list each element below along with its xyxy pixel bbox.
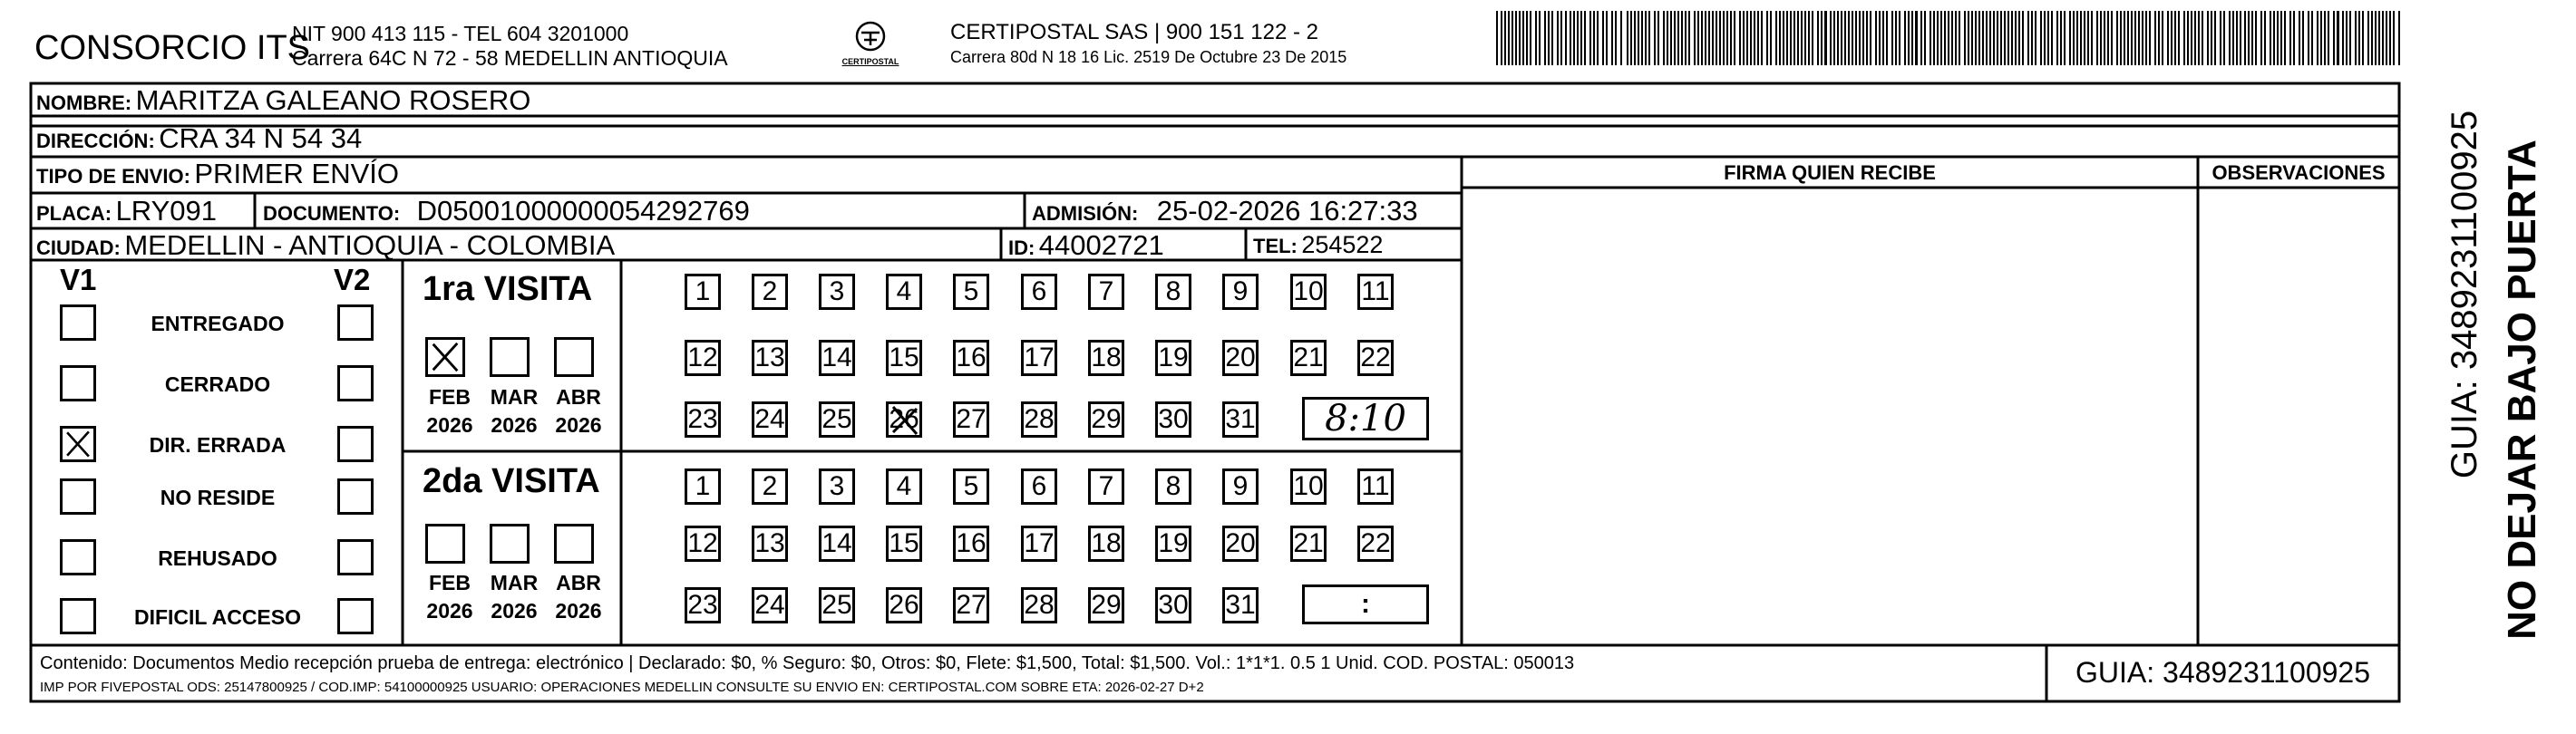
- day-box[interactable]: 5: [953, 274, 989, 310]
- day-box[interactable]: 2: [752, 468, 788, 505]
- day-box[interactable]: 17: [1021, 526, 1057, 562]
- day-box[interactable]: 12: [685, 340, 721, 376]
- month-checkbox[interactable]: [425, 524, 465, 564]
- id-row: [1008, 231, 1164, 259]
- signature-field[interactable]: [1465, 190, 2194, 642]
- v2-checkbox[interactable]: [337, 365, 374, 401]
- v1-checkbox[interactable]: [60, 478, 96, 515]
- day-box[interactable]: 24: [752, 587, 788, 623]
- company-nit: NIT 900 413 115 - TEL 604 3201000: [292, 22, 629, 45]
- month-year: 2026: [491, 413, 538, 437]
- month-name: ABR: [556, 385, 601, 409]
- id-value: 44002721: [1038, 229, 1164, 261]
- first-visit-time-box[interactable]: [1302, 397, 1429, 440]
- status-option-label: DIR. ERRADA: [149, 433, 287, 457]
- day-box[interactable]: 20: [1222, 526, 1259, 562]
- day-box[interactable]: 18: [1088, 340, 1124, 376]
- day-box[interactable]: 4: [886, 274, 922, 310]
- tel-row: [1253, 233, 1383, 257]
- v2-checkbox[interactable]: [337, 598, 374, 634]
- admision-row: [1032, 197, 1418, 225]
- nombre-row: [36, 86, 530, 114]
- status-option-label: NO RESIDE: [160, 486, 276, 509]
- no-dejar-notice: NO DEJAR BAJO PUERTA: [2500, 140, 2544, 640]
- ciudad-label: CIUDAD:: [36, 237, 121, 259]
- day-box[interactable]: 31: [1222, 401, 1259, 438]
- day-box[interactable]: 16: [953, 526, 989, 562]
- day-box[interactable]: 3: [819, 468, 855, 505]
- month-name: FEB: [429, 385, 471, 409]
- documento-row: [263, 197, 750, 225]
- day-box[interactable]: 9: [1222, 274, 1259, 310]
- second-visit-time: :: [1361, 589, 1370, 619]
- day-box[interactable]: 6: [1021, 468, 1057, 505]
- day-box[interactable]: 15: [886, 526, 922, 562]
- ciudad-row: [36, 231, 615, 259]
- direccion-label: DIRECCIÓN:: [36, 130, 155, 152]
- v1-checkbox[interactable]: [60, 539, 96, 575]
- month-year: 2026: [555, 413, 602, 437]
- month-year: 2026: [426, 413, 473, 437]
- second-visit-label: 2da VISITA: [423, 462, 600, 500]
- direccion-value: CRA 34 N 54 34: [159, 122, 363, 154]
- month-checkbox[interactable]: [425, 337, 465, 377]
- company-name: CONSORCIO ITS: [34, 29, 311, 67]
- day-box[interactable]: 28: [1021, 587, 1057, 623]
- day-box[interactable]: 5: [953, 468, 989, 505]
- day-box[interactable]: 8: [1155, 468, 1191, 505]
- v2-label: V2: [334, 263, 371, 296]
- month-year: 2026: [491, 599, 538, 623]
- day-box[interactable]: 11: [1357, 468, 1394, 505]
- day-box[interactable]: 1: [685, 274, 721, 310]
- day-box[interactable]: 14: [819, 340, 855, 376]
- day-box[interactable]: 19: [1155, 526, 1191, 562]
- status-option-label: CERRADO: [164, 372, 271, 396]
- carrier-address: Carrera 80d N 18 16 Lic. 2519 De Octubre 23 De 2015: [950, 48, 1347, 66]
- v2-checkbox[interactable]: [337, 478, 374, 515]
- day-box[interactable]: 25: [819, 587, 855, 623]
- v2-checkbox[interactable]: [337, 426, 374, 462]
- v1-checkbox[interactable]: [60, 304, 96, 341]
- day-box[interactable]: 26: [886, 587, 922, 623]
- day-box[interactable]: 6: [1021, 274, 1057, 310]
- day-box[interactable]: 7: [1088, 468, 1124, 505]
- day-box[interactable]: 4: [886, 468, 922, 505]
- direccion-row: [36, 124, 362, 152]
- status-option-label: DIFICIL ACCESO: [133, 605, 301, 629]
- day-box[interactable]: 22: [1357, 526, 1394, 562]
- day-box[interactable]: 21: [1290, 526, 1327, 562]
- tel-label: TEL:: [1253, 235, 1298, 257]
- id-label: ID:: [1008, 237, 1035, 259]
- day-box[interactable]: 17: [1021, 340, 1057, 376]
- placa-label: PLACA:: [36, 202, 112, 225]
- month-name: FEB: [429, 571, 471, 594]
- placa-row: [36, 197, 217, 225]
- company-address: Carrera 64C N 72 - 58 MEDELLIN ANTIOQUIA: [292, 46, 728, 70]
- day-box[interactable]: 21: [1290, 340, 1327, 376]
- day-box[interactable]: 10: [1290, 468, 1327, 505]
- day-box[interactable]: 9: [1222, 468, 1259, 505]
- month-checkbox[interactable]: [554, 524, 594, 564]
- footer-imp: IMP POR FIVEPOSTAL ODS: 25147800925 / COD.IMP: 54100000925 USUARIO: OPERACIONES MEDELLIN CONSULTE SU ENVIO EN: CERTIPOSTAL.COM SOBRE ETA: 2026-02-27 D+2: [40, 680, 1204, 695]
- day-box[interactable]: 24: [752, 401, 788, 438]
- day-box[interactable]: 14: [819, 526, 855, 562]
- day-box[interactable]: 16: [953, 340, 989, 376]
- status-option-label: REHUSADO: [158, 546, 277, 570]
- day-box[interactable]: 23: [685, 587, 721, 623]
- v1-label: V1: [60, 263, 97, 296]
- month-name: MAR: [490, 385, 539, 409]
- day-box[interactable]: 2: [752, 274, 788, 310]
- day-box[interactable]: 1: [685, 468, 721, 505]
- tipo-label: TIPO DE ENVIO:: [36, 165, 190, 188]
- v1-checkbox[interactable]: [60, 598, 96, 634]
- day-box[interactable]: 20: [1222, 340, 1259, 376]
- day-box[interactable]: 13: [752, 526, 788, 562]
- second-visit-time-box[interactable]: [1302, 584, 1429, 624]
- v2-checkbox[interactable]: [337, 304, 374, 341]
- month-checkbox[interactable]: [490, 337, 530, 377]
- day-box[interactable]: 27: [953, 587, 989, 623]
- placa-value: LRY091: [115, 195, 218, 227]
- documento-value: D05001000000054292769: [416, 195, 750, 227]
- day-box[interactable]: 18: [1088, 526, 1124, 562]
- observaciones-label: OBSERVACIONES: [2211, 161, 2386, 184]
- nombre-label: NOMBRE:: [36, 92, 132, 114]
- nombre-value: MARITZA GALEANO ROSERO: [135, 84, 531, 116]
- day-box[interactable]: 12: [685, 526, 721, 562]
- day-box[interactable]: 29: [1088, 401, 1124, 438]
- month-year: 2026: [426, 599, 473, 623]
- day-box[interactable]: 30: [1155, 587, 1191, 623]
- status-option-label: ENTREGADO: [151, 312, 285, 335]
- month-checkbox[interactable]: [554, 337, 594, 377]
- v2-checkbox[interactable]: [337, 539, 374, 575]
- day-box[interactable]: 26: [886, 401, 922, 438]
- day-box[interactable]: 19: [1155, 340, 1191, 376]
- day-box[interactable]: 25: [819, 401, 855, 438]
- v1-checkbox[interactable]: [60, 426, 96, 462]
- day-box[interactable]: 27: [953, 401, 989, 438]
- day-box[interactable]: 8: [1155, 274, 1191, 310]
- admision-label: ADMISIÓN:: [1032, 202, 1139, 225]
- documento-label: DOCUMENTO:: [263, 202, 401, 225]
- day-box[interactable]: 23: [685, 401, 721, 438]
- day-box[interactable]: 29: [1088, 587, 1124, 623]
- tel-value: 254522: [1301, 231, 1384, 258]
- first-visit-time: 8:10: [1325, 398, 1406, 439]
- guia-vertical: GUIA: 3489231100925: [2445, 110, 2484, 479]
- tipo-value: PRIMER ENVÍO: [194, 158, 400, 189]
- day-box[interactable]: 15: [886, 340, 922, 376]
- day-box[interactable]: 28: [1021, 401, 1057, 438]
- day-box[interactable]: 22: [1357, 340, 1394, 376]
- month-name: MAR: [490, 571, 539, 594]
- observations-field[interactable]: [2202, 190, 2396, 642]
- month-year: 2026: [555, 599, 602, 623]
- carrier-name: CERTIPOSTAL SAS | 900 151 122 - 2: [950, 20, 1318, 44]
- day-box[interactable]: 7: [1088, 274, 1124, 310]
- month-checkbox[interactable]: [490, 524, 530, 564]
- day-box[interactable]: 11: [1357, 274, 1394, 310]
- first-visit-label: 1ra VISITA: [423, 270, 593, 308]
- month-name: ABR: [556, 571, 601, 594]
- footer-guia: GUIA: 3489231100925: [2075, 656, 2370, 689]
- footer-contenido: Contenido: Documentos Medio recepción prueba de entrega: electrónico | Declarado: $0, % Seguro: $0, Otros: $0, Flete: $1,500, Total: $1,500. Vol.: 1*1*1. 0.5 1 Unid. COD. POSTAL: 050013: [40, 653, 1575, 673]
- day-box[interactable]: 31: [1222, 587, 1259, 623]
- v1-checkbox[interactable]: [60, 365, 96, 401]
- admision-value: 25-02-2026 16:27:33: [1156, 195, 1418, 227]
- day-box[interactable]: 13: [752, 340, 788, 376]
- logo-text: CERTIPOSTAL: [841, 57, 899, 66]
- day-box[interactable]: 10: [1290, 274, 1327, 310]
- ciudad-value: MEDELLIN - ANTIOQUIA - COLOMBIA: [124, 229, 616, 261]
- firma-label: FIRMA QUIEN RECIBE: [1724, 161, 1936, 184]
- tipo-row: [36, 159, 399, 188]
- day-box[interactable]: 3: [819, 274, 855, 310]
- day-box[interactable]: 30: [1155, 401, 1191, 438]
